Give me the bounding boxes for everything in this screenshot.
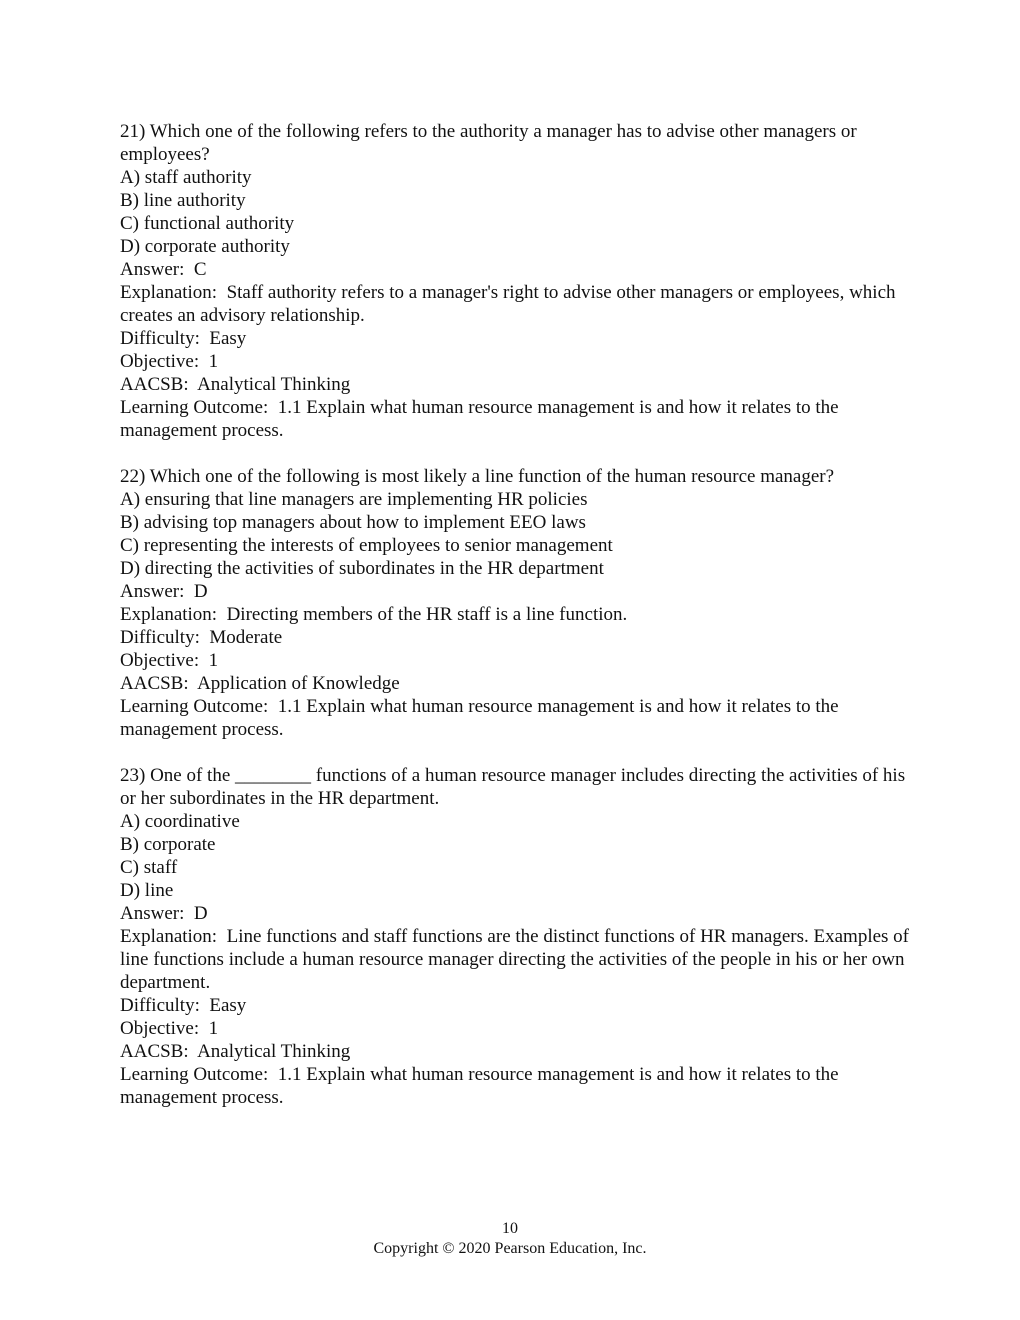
learning-outcome: Learning Outcome: 1.1 Explain what human resource management is and how it relates to the management process.: [120, 397, 844, 441]
question-stem: 21) Which one of the following refers to the authority a manager has to advise other managers or employees?: [120, 121, 862, 165]
objective: Objective: 1: [120, 650, 219, 671]
aacsb: AACSB: Analytical Thinking: [120, 1041, 351, 1062]
option-c: C) staff: [120, 857, 178, 878]
option-b: B) line authority: [120, 190, 246, 211]
difficulty: Difficulty: Moderate: [120, 627, 283, 648]
copyright-notice: Copyright © 2020 Pearson Education, Inc.: [373, 1240, 647, 1257]
option-a: A) coordinative: [120, 811, 240, 832]
answer: Answer: D: [120, 581, 208, 602]
question-22: [120, 465, 910, 741]
answer: Answer: C: [120, 259, 207, 280]
option-c: C) functional authority: [120, 213, 295, 234]
difficulty: Difficulty: Easy: [120, 328, 247, 349]
aacsb: AACSB: Analytical Thinking: [120, 374, 351, 395]
explanation: Explanation: Directing members of the HR staff is a line function.: [120, 604, 628, 625]
explanation: Explanation: Line functions and staff functions are the distinct functions of HR managers. Examples of line functions include a human resource manager directing the activities of the people in his or her own department.: [120, 926, 914, 993]
option-a: A) staff authority: [120, 167, 252, 188]
option-c: C) representing the interests of employees to senior management: [120, 535, 613, 556]
objective: Objective: 1: [120, 351, 219, 372]
option-b: B) advising top managers about how to implement EEO laws: [120, 512, 586, 533]
question-21: [120, 120, 910, 442]
difficulty: Difficulty: Easy: [120, 995, 247, 1016]
answer: Answer: D: [120, 903, 208, 924]
option-a: A) ensuring that line managers are implementing HR policies: [120, 489, 588, 510]
aacsb: AACSB: Application of Knowledge: [120, 673, 400, 694]
option-b: B) corporate: [120, 834, 216, 855]
option-d: D) corporate authority: [120, 236, 290, 257]
explanation: Explanation: Staff authority refers to a manager's right to advise other managers or employees, which creates an advisory relationship.: [120, 282, 901, 326]
question-stem: 22) Which one of the following is most likely a line function of the human resource manager?: [120, 466, 835, 487]
question-stem: 23) One of the ________ functions of a human resource manager includes directing the activities of his or her subordinates in the HR department.: [120, 765, 910, 809]
option-d: D) directing the activities of subordinates in the HR department: [120, 558, 604, 579]
objective: Objective: 1: [120, 1018, 219, 1039]
learning-outcome: Learning Outcome: 1.1 Explain what human resource management is and how it relates to the management process.: [120, 1064, 844, 1108]
document-body: [120, 120, 914, 1109]
question-23: [120, 764, 914, 1109]
learning-outcome: Learning Outcome: 1.1 Explain what human resource management is and how it relates to the management process.: [120, 696, 844, 740]
option-d: D) line: [120, 880, 174, 901]
page-number: 10: [502, 1220, 518, 1237]
